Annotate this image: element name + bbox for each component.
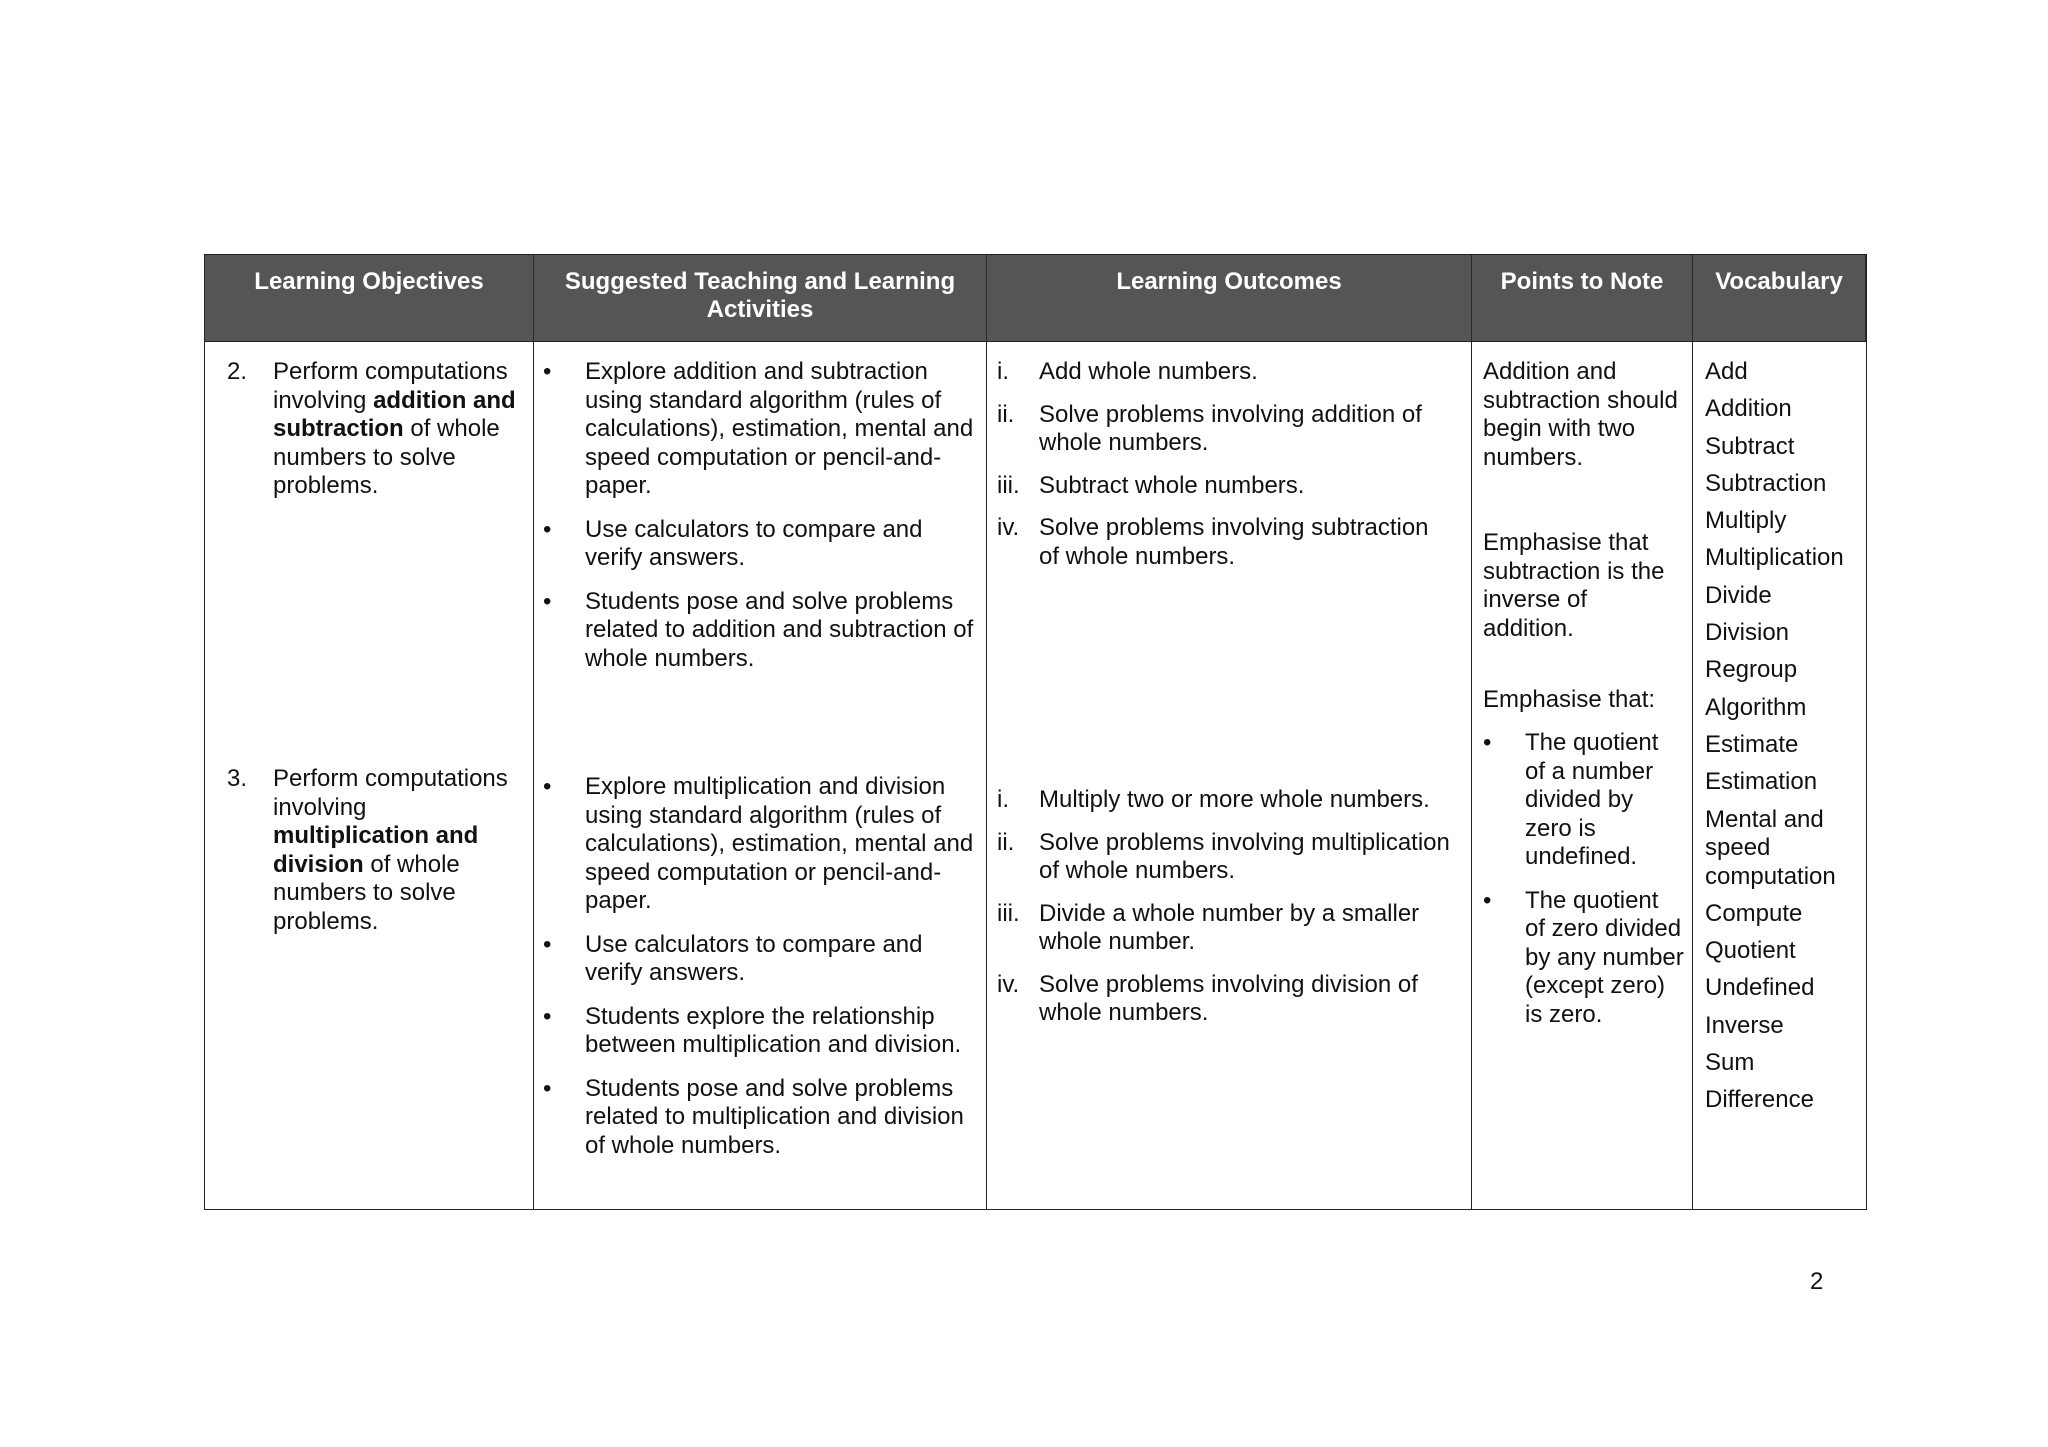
activity-item: • Students explore the relationship between multiplication and division. — [534, 1003, 980, 1060]
header-points-to-note: Points to Note — [1472, 255, 1693, 341]
note-bullet: • The quotient of a number divided by zero is undefined. — [1474, 729, 1684, 872]
activity-item: • Students pose and solve problems related to addition and subtraction of whole numbers. — [534, 588, 976, 674]
outcome-item: ii. Solve problems involving addition of whole numbers. — [997, 400, 1422, 456]
outcome-item: iii. Divide a whole number by a smaller whole number. — [997, 899, 1420, 955]
vocabulary-term: Addition — [1705, 395, 1792, 423]
vocabulary-term: Division — [1705, 619, 1790, 647]
activities-multiplication-division — [534, 773, 980, 1175]
note-inverse: Emphasise that subtraction is the inverse of addition. — [1483, 529, 1665, 642]
outcome-item: iii. Subtract whole numbers. — [997, 471, 1305, 499]
header-activities-line1: Suggested Teaching and Learning — [564, 268, 956, 295]
points-to-note-cell — [1472, 341, 1693, 1209]
note-bullet: • The quotient of zero divided by any number (except zero) is zero. — [1474, 887, 1684, 1030]
note-quotient-bullets — [1474, 729, 1684, 1044]
outcome-item: ii. Solve problems involving multiplication of whole numbers. — [997, 828, 1450, 884]
vocabulary-term: Quotient — [1705, 937, 1796, 965]
activities-addition-subtraction — [534, 358, 976, 688]
objective-text: Perform computations involving multiplication and division of whole numbers to solve problems. — [273, 765, 508, 935]
activity-item: • Explore addition and subtraction using standard algorithm (rules of calculations), estimation, mental and speed computation or pencil-and-paper. — [534, 358, 976, 501]
vocabulary-term: Regroup — [1705, 656, 1798, 684]
activity-item: • Use calculators to compare and verify answers. — [534, 931, 980, 988]
activities-cell — [534, 341, 987, 1209]
note-emphasise-lead: Emphasise that: — [1483, 686, 1656, 713]
vocabulary-term: Inverse — [1705, 1011, 1784, 1039]
vocabulary-term: Subtraction — [1705, 469, 1827, 497]
activity-item: • Students pose and solve problems related to multiplication and division of whole numbers. — [534, 1075, 980, 1161]
vocabulary-list — [1705, 358, 1858, 1124]
header-activities-line2: Activities — [706, 296, 814, 323]
objective-number: 2. — [227, 358, 248, 385]
vocabulary-term: Estimation — [1705, 768, 1818, 796]
curriculum-table — [204, 254, 1867, 1210]
activity-item: • Explore multiplication and division using standard algorithm (rules of calculations), estimation, mental and speed computation or pencil-and-paper. — [534, 773, 980, 916]
vocabulary-term: Estimate — [1705, 730, 1799, 758]
header-learning-outcomes: Learning Outcomes — [987, 255, 1472, 341]
vocabulary-term: Divide — [1705, 581, 1772, 609]
vocabulary-term: Multiply — [1705, 507, 1787, 535]
outcome-item: iv. Solve problems involving division of whole numbers. — [997, 970, 1418, 1026]
vocabulary-term: Sum — [1705, 1049, 1755, 1077]
note-begin-two-numbers: Addition and subtraction should begin with two numbers. — [1483, 358, 1678, 471]
outcomes-cell — [987, 341, 1472, 1209]
vocabulary-cell — [1693, 341, 1866, 1209]
activity-item: • Use calculators to compare and verify answers. — [534, 516, 976, 573]
vocabulary-term: Add — [1705, 358, 1748, 385]
outcomes-addition-subtraction — [987, 358, 1455, 585]
outcome-item: iv. Solve problems involving subtraction of whole numbers. — [997, 514, 1429, 570]
header-learning-objectives: Learning Objectives — [205, 255, 534, 341]
objectives-cell — [205, 341, 534, 1209]
vocabulary-term: Undefined — [1705, 974, 1815, 1002]
outcome-item: i. Multiply two or more whole numbers. — [997, 786, 1430, 813]
header-suggested-activities — [534, 255, 987, 341]
objective-text: Perform computations involving addition and subtraction of whole numbers to solve problems. — [273, 358, 516, 499]
vocabulary-term: Subtract — [1705, 432, 1795, 460]
vocabulary-term: Difference — [1705, 1086, 1814, 1114]
objective-number: 3. — [227, 765, 248, 792]
vocabulary-term: Multiplication — [1705, 544, 1844, 572]
vocabulary-term: Compute — [1705, 899, 1803, 927]
vocabulary-term: Mental and speed computation — [1705, 805, 1836, 890]
outcome-item: i. Add whole numbers. — [997, 358, 1258, 385]
page-number: 2 — [1810, 1268, 1824, 1295]
outcomes-multiplication-division — [987, 786, 1455, 1042]
vocabulary-term: Algorithm — [1705, 693, 1807, 721]
header-vocabulary: Vocabulary — [1693, 255, 1866, 341]
